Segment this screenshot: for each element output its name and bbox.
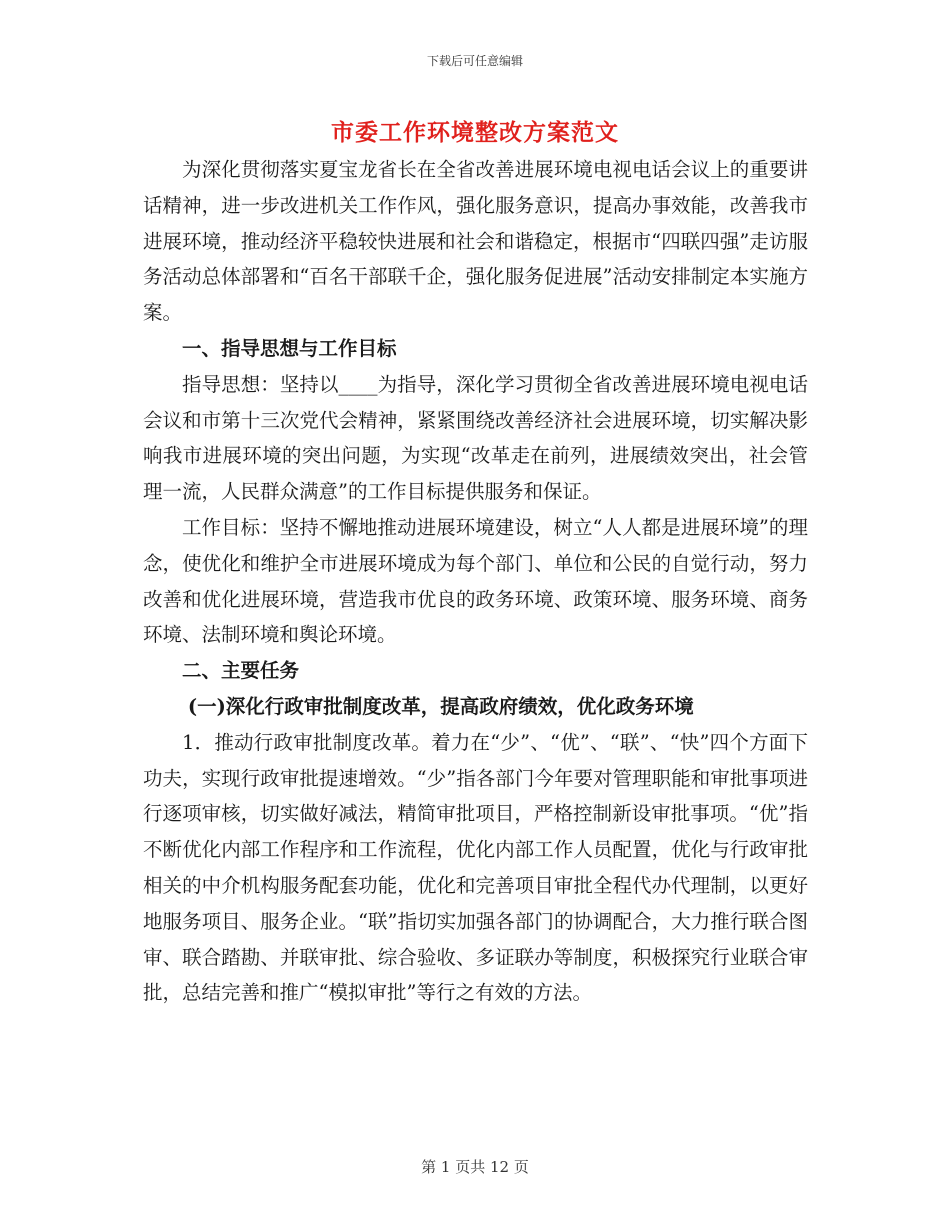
guiding-thought-paragraph: 指导思想：坚持以____为指导，深化学习贯彻全省改善进展环境电视电话会议和市第十三次党代会精神，紧紧围绕改善经济社会进展环境，切实解决影响我市进展环境的突出问题，为实现“改革走在前列，进展绩效突出，社会管理一流，人民群众满意”的工作目标提供服务和保证。 xyxy=(143,372,808,504)
page-footer: 第 1 页共 12 页 xyxy=(421,1158,529,1176)
intro-paragraph: 为深化贯彻落实夏宝龙省长在全省改善进展环境电视电话会议上的重要讲话精神，进一步改进机关工作作风，强化服务意识，提高办事效能，改善我市进展环境，推动经济平稳较快进展和社会和谐稳定，根据市“四联四强”走访服务活动总体部署和“百名干部联千企，强化服务促进展”活动安排制定本实施方案。 xyxy=(143,158,808,325)
subsection-heading-1: (一)深化行政审批制度改革，提高政府绩效，优化政务环境 xyxy=(187,694,694,718)
header-note: 下载后可任意编辑 xyxy=(426,54,523,68)
section-heading-1: 一、指导思想与工作目标 xyxy=(182,336,397,360)
item-1-paragraph: 1．推动行政审批制度改革。着力在“少”、“优”、“联”、“快”四个方面下功夫，实现行政审批提速增效。“少”指各部门今年要对管理职能和审批事项进行逐项审核，切实做好减法，精简审批项目，严格控制新设审批事项。“优”指不断优化内部工作程序和工作流程，优化内部工作人员配置，优化与行政审批相关的中介机构服务配套功能，优化和完善项目审批全程代办代理制，以更好地服务项目、服务企业。“联”指切实加强各部门的协调配合，大力推行联合图审、联合踏勘、并联审批、综合验收、多证联办等制度，积极探究行业联合审批，总结完善和推广“模拟审批”等行之有效的方法。 xyxy=(143,730,808,1005)
document-body xyxy=(143,152,808,1011)
section-heading-2: 二、主要任务 xyxy=(182,659,300,683)
document-title: 市委工作环境整改方案范文 xyxy=(331,119,619,146)
work-goal-paragraph: 工作目标：坚持不懈地推动进展环境建设，树立“人人都是进展环境”的理念，使优化和维护全市进展环境成为每个部门、单位和公民的自觉行动，努力改善和优化进展环境，营造我市优良的政务环境、政策环境、服务环境、商务环境、法制环境和舆论环境。 xyxy=(143,515,808,647)
